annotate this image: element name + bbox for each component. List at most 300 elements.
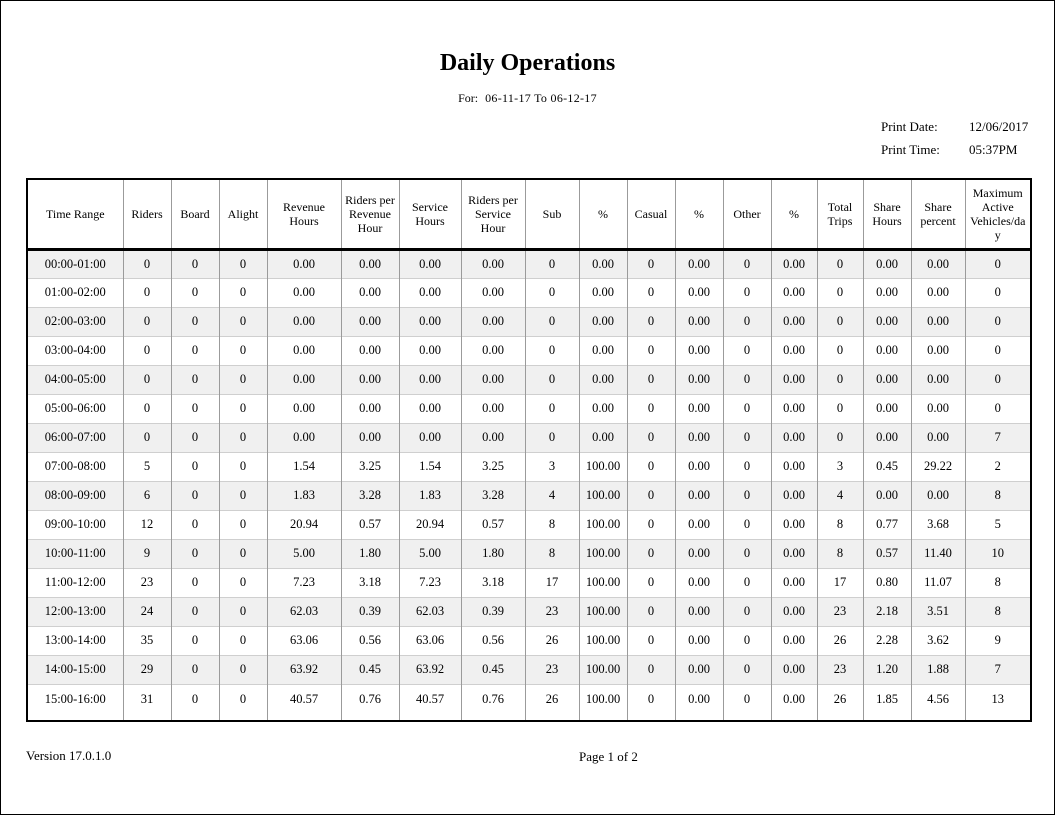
table-header-row	[27, 179, 1031, 249]
value-cell: 6	[123, 481, 171, 510]
value-cell: 10	[965, 539, 1031, 568]
value-cell: 8	[817, 510, 863, 539]
value-cell: 0	[219, 510, 267, 539]
value-cell: 0.00	[771, 568, 817, 597]
value-cell: 0.00	[863, 365, 911, 394]
value-cell: 3.68	[911, 510, 965, 539]
table-row	[27, 365, 1031, 394]
value-cell: 0	[219, 423, 267, 452]
table-row	[27, 626, 1031, 655]
value-cell: 3.25	[461, 452, 525, 481]
column-header: %	[675, 179, 723, 249]
value-cell: 0.00	[675, 336, 723, 365]
value-cell: 12	[123, 510, 171, 539]
value-cell: 0.45	[341, 655, 399, 684]
table-row	[27, 307, 1031, 336]
value-cell: 0.00	[675, 568, 723, 597]
value-cell: 0.00	[461, 365, 525, 394]
time-range-cell: 15:00-16:00	[27, 684, 123, 721]
time-range-cell: 04:00-05:00	[27, 365, 123, 394]
print-info	[881, 119, 1028, 165]
value-cell: 0.00	[675, 394, 723, 423]
value-cell: 17	[525, 568, 579, 597]
value-cell: 0.00	[267, 278, 341, 307]
value-cell: 0.00	[341, 423, 399, 452]
value-cell: 0.00	[399, 423, 461, 452]
time-range-cell: 06:00-07:00	[27, 423, 123, 452]
value-cell: 0	[123, 423, 171, 452]
value-cell: 5	[965, 510, 1031, 539]
value-cell: 0.00	[911, 278, 965, 307]
value-cell: 0.00	[771, 597, 817, 626]
value-cell: 0	[627, 684, 675, 721]
value-cell: 0.00	[771, 452, 817, 481]
value-cell: 0.00	[911, 336, 965, 365]
value-cell: 26	[817, 626, 863, 655]
table-row	[27, 249, 1031, 278]
value-cell: 5	[123, 452, 171, 481]
value-cell: 100.00	[579, 452, 627, 481]
time-range-cell: 00:00-01:00	[27, 249, 123, 278]
value-cell: 0.57	[863, 539, 911, 568]
value-cell: 4	[817, 481, 863, 510]
value-cell: 0.00	[267, 423, 341, 452]
time-range-cell: 14:00-15:00	[27, 655, 123, 684]
value-cell: 0	[171, 655, 219, 684]
value-cell: 0.00	[863, 307, 911, 336]
value-cell: 0	[723, 249, 771, 278]
value-cell: 0	[123, 365, 171, 394]
value-cell: 0.57	[341, 510, 399, 539]
value-cell: 0	[219, 597, 267, 626]
value-cell: 0.80	[863, 568, 911, 597]
value-cell: 0	[817, 394, 863, 423]
print-date-value: 12/06/2017	[969, 119, 1029, 134]
time-range-cell: 08:00-09:00	[27, 481, 123, 510]
value-cell: 26	[525, 684, 579, 721]
time-range-cell: 10:00-11:00	[27, 539, 123, 568]
value-cell: 100.00	[579, 684, 627, 721]
value-cell: 0.00	[579, 423, 627, 452]
value-cell: 3.28	[341, 481, 399, 510]
value-cell: 0.00	[863, 423, 911, 452]
column-header: Time Range	[27, 179, 123, 249]
column-header: Share percent	[911, 179, 965, 249]
report-title: Daily Operations	[439, 50, 616, 76]
time-range-cell: 03:00-04:00	[27, 336, 123, 365]
value-cell: 2.28	[863, 626, 911, 655]
time-range-cell: 02:00-03:00	[27, 307, 123, 336]
value-cell: 0.00	[771, 510, 817, 539]
value-cell: 0	[965, 394, 1031, 423]
value-cell: 8	[965, 597, 1031, 626]
value-cell: 100.00	[579, 510, 627, 539]
value-cell: 0	[171, 394, 219, 423]
column-header: Other	[723, 179, 771, 249]
value-cell: 1.88	[911, 655, 965, 684]
value-cell: 0	[171, 684, 219, 721]
column-header: Total Trips	[817, 179, 863, 249]
value-cell: 7.23	[399, 568, 461, 597]
value-cell: 0.00	[579, 336, 627, 365]
value-cell: 8	[525, 539, 579, 568]
time-range-cell: 11:00-12:00	[27, 568, 123, 597]
value-cell: 0.00	[579, 394, 627, 423]
table-row	[27, 684, 1031, 721]
time-range-cell: 09:00-10:00	[27, 510, 123, 539]
value-cell: 100.00	[579, 481, 627, 510]
value-cell: 0	[627, 278, 675, 307]
column-header: Maximum Active Vehicles/day	[965, 179, 1031, 249]
value-cell: 0	[525, 336, 579, 365]
value-cell: 0	[627, 307, 675, 336]
value-cell: 100.00	[579, 597, 627, 626]
value-cell: 0	[171, 510, 219, 539]
column-header: Share Hours	[863, 179, 911, 249]
value-cell: 0.00	[771, 539, 817, 568]
value-cell: 0	[723, 278, 771, 307]
value-cell: 0.00	[341, 278, 399, 307]
column-header: Board	[171, 179, 219, 249]
value-cell: 0	[123, 307, 171, 336]
value-cell: 0.00	[911, 249, 965, 278]
value-cell: 4	[525, 481, 579, 510]
value-cell: 0.00	[911, 307, 965, 336]
table-row	[27, 481, 1031, 510]
table-row	[27, 597, 1031, 626]
value-cell: 0	[171, 336, 219, 365]
value-cell: 23	[123, 568, 171, 597]
value-cell: 0	[965, 365, 1031, 394]
value-cell: 0	[627, 423, 675, 452]
time-range-cell: 12:00-13:00	[27, 597, 123, 626]
value-cell: 0	[525, 307, 579, 336]
value-cell: 0.00	[771, 307, 817, 336]
value-cell: 63.92	[399, 655, 461, 684]
value-cell: 0	[723, 481, 771, 510]
column-header: Sub	[525, 179, 579, 249]
value-cell: 0	[171, 539, 219, 568]
date-range-value: 06-11-17 To 06-12-17	[485, 91, 597, 105]
column-header: Casual	[627, 179, 675, 249]
value-cell: 0	[965, 278, 1031, 307]
value-cell: 63.06	[267, 626, 341, 655]
column-header: Riders per Revenue Hour	[341, 179, 399, 249]
value-cell: 0	[525, 394, 579, 423]
column-header: Alight	[219, 179, 267, 249]
value-cell: 0	[723, 365, 771, 394]
value-cell: 0	[627, 510, 675, 539]
value-cell: 0.00	[863, 481, 911, 510]
value-cell: 1.85	[863, 684, 911, 721]
value-cell: 7	[965, 423, 1031, 452]
value-cell: 0.00	[911, 365, 965, 394]
value-cell: 1.83	[399, 481, 461, 510]
value-cell: 0.00	[675, 423, 723, 452]
value-cell: 3	[817, 452, 863, 481]
value-cell: 0.00	[771, 249, 817, 278]
value-cell: 0	[723, 394, 771, 423]
value-cell: 0	[723, 307, 771, 336]
value-cell: 0	[723, 510, 771, 539]
daily-operations-table	[26, 178, 1032, 722]
value-cell: 24	[123, 597, 171, 626]
value-cell: 0.00	[675, 481, 723, 510]
value-cell: 0.00	[461, 307, 525, 336]
value-cell: 100.00	[579, 568, 627, 597]
time-range-cell: 05:00-06:00	[27, 394, 123, 423]
value-cell: 0	[171, 481, 219, 510]
value-cell: 0.56	[461, 626, 525, 655]
value-cell: 0.00	[579, 365, 627, 394]
value-cell: 0.00	[461, 336, 525, 365]
value-cell: 0	[171, 568, 219, 597]
table-row	[27, 423, 1031, 452]
value-cell: 0	[171, 307, 219, 336]
value-cell: 8	[817, 539, 863, 568]
value-cell: 0.00	[675, 452, 723, 481]
value-cell: 0.00	[341, 336, 399, 365]
value-cell: 0	[817, 307, 863, 336]
value-cell: 3.25	[341, 452, 399, 481]
column-header: Service Hours	[399, 179, 461, 249]
value-cell: 0.00	[675, 249, 723, 278]
value-cell: 0.00	[675, 510, 723, 539]
value-cell: 0.00	[771, 626, 817, 655]
value-cell: 4.56	[911, 684, 965, 721]
value-cell: 1.83	[267, 481, 341, 510]
value-cell: 0	[219, 481, 267, 510]
value-cell: 0	[817, 365, 863, 394]
value-cell: 0.00	[267, 249, 341, 278]
value-cell: 0.45	[461, 655, 525, 684]
value-cell: 0.00	[771, 423, 817, 452]
time-range-cell: 13:00-14:00	[27, 626, 123, 655]
value-cell: 0	[525, 365, 579, 394]
value-cell: 0	[723, 655, 771, 684]
value-cell: 29.22	[911, 452, 965, 481]
value-cell: 0.00	[341, 394, 399, 423]
value-cell: 0	[171, 365, 219, 394]
value-cell: 3.62	[911, 626, 965, 655]
value-cell: 0.00	[399, 365, 461, 394]
value-cell: 0	[723, 452, 771, 481]
value-cell: 0.39	[341, 597, 399, 626]
value-cell: 3.18	[461, 568, 525, 597]
table-row	[27, 510, 1031, 539]
value-cell: 11.40	[911, 539, 965, 568]
value-cell: 0.00	[863, 394, 911, 423]
value-cell: 0.76	[341, 684, 399, 721]
value-cell: 0	[219, 365, 267, 394]
value-cell: 0	[123, 336, 171, 365]
value-cell: 40.57	[399, 684, 461, 721]
value-cell: 0.00	[461, 394, 525, 423]
value-cell: 0	[817, 336, 863, 365]
table-row	[27, 539, 1031, 568]
value-cell: 0.00	[863, 249, 911, 278]
time-range-cell: 07:00-08:00	[27, 452, 123, 481]
value-cell: 29	[123, 655, 171, 684]
value-cell: 8	[965, 481, 1031, 510]
value-cell: 0	[171, 278, 219, 307]
value-cell: 100.00	[579, 626, 627, 655]
value-cell: 0.00	[675, 278, 723, 307]
time-range-cell: 01:00-02:00	[27, 278, 123, 307]
value-cell: 0.00	[771, 394, 817, 423]
value-cell: 7.23	[267, 568, 341, 597]
value-cell: 0	[123, 249, 171, 278]
value-cell: 3	[525, 452, 579, 481]
value-cell: 35	[123, 626, 171, 655]
column-header: Riders per Service Hour	[461, 179, 525, 249]
value-cell: 11.07	[911, 568, 965, 597]
value-cell: 0	[723, 568, 771, 597]
value-cell: 0.39	[461, 597, 525, 626]
value-cell: 0	[817, 423, 863, 452]
column-header: %	[579, 179, 627, 249]
value-cell: 0.00	[399, 278, 461, 307]
table-row	[27, 452, 1031, 481]
value-cell: 0	[123, 278, 171, 307]
value-cell: 0.00	[675, 684, 723, 721]
value-cell: 0	[525, 249, 579, 278]
value-cell: 0	[171, 452, 219, 481]
value-cell: 0	[723, 597, 771, 626]
value-cell: 0	[723, 423, 771, 452]
footer-page-number: Page 1 of 2	[579, 749, 638, 764]
value-cell: 0	[123, 394, 171, 423]
value-cell: 1.20	[863, 655, 911, 684]
value-cell: 0.00	[771, 655, 817, 684]
table-row	[27, 394, 1031, 423]
value-cell: 0	[627, 336, 675, 365]
value-cell: 0.00	[579, 278, 627, 307]
value-cell: 0.56	[341, 626, 399, 655]
value-cell: 31	[123, 684, 171, 721]
value-cell: 100.00	[579, 539, 627, 568]
value-cell: 9	[965, 626, 1031, 655]
value-cell: 0	[965, 307, 1031, 336]
value-cell: 40.57	[267, 684, 341, 721]
value-cell: 9	[123, 539, 171, 568]
value-cell: 17	[817, 568, 863, 597]
value-cell: 23	[525, 597, 579, 626]
value-cell: 0	[627, 452, 675, 481]
value-cell: 0.00	[911, 481, 965, 510]
value-cell: 0	[219, 307, 267, 336]
value-cell: 0.00	[267, 336, 341, 365]
value-cell: 0	[723, 336, 771, 365]
value-cell: 2.18	[863, 597, 911, 626]
value-cell: 0.00	[771, 278, 817, 307]
value-cell: 23	[817, 655, 863, 684]
column-header: Revenue Hours	[267, 179, 341, 249]
value-cell: 0.00	[399, 249, 461, 278]
value-cell: 0.00	[675, 655, 723, 684]
value-cell: 0.00	[911, 423, 965, 452]
value-cell: 0	[627, 626, 675, 655]
value-cell: 1.54	[399, 452, 461, 481]
value-cell: 0	[171, 626, 219, 655]
value-cell: 0	[723, 539, 771, 568]
value-cell: 0	[817, 278, 863, 307]
value-cell: 8	[965, 568, 1031, 597]
value-cell: 0.00	[341, 365, 399, 394]
print-time-value: 05:37PM	[969, 142, 1018, 157]
column-header: %	[771, 179, 817, 249]
value-cell: 5.00	[399, 539, 461, 568]
value-cell: 0.00	[771, 365, 817, 394]
value-cell: 0.00	[399, 394, 461, 423]
value-cell: 0.77	[863, 510, 911, 539]
value-cell: 1.80	[461, 539, 525, 568]
value-cell: 0.00	[461, 278, 525, 307]
value-cell: 2	[965, 452, 1031, 481]
value-cell: 0.00	[399, 336, 461, 365]
value-cell: 0	[219, 568, 267, 597]
report-date-range	[1, 91, 1054, 106]
value-cell: 63.92	[267, 655, 341, 684]
value-cell: 5.00	[267, 539, 341, 568]
value-cell: 0	[219, 655, 267, 684]
print-time-label: Print Time:	[881, 142, 940, 157]
value-cell: 100.00	[579, 655, 627, 684]
value-cell: 0.00	[399, 307, 461, 336]
value-cell: 0	[627, 394, 675, 423]
value-cell: 0.00	[267, 365, 341, 394]
value-cell: 7	[965, 655, 1031, 684]
print-date-label: Print Date:	[881, 119, 938, 134]
value-cell: 0.00	[771, 481, 817, 510]
value-cell: 0.00	[911, 394, 965, 423]
value-cell: 23	[525, 655, 579, 684]
value-cell: 13	[965, 684, 1031, 721]
value-cell: 8	[525, 510, 579, 539]
value-cell: 3.18	[341, 568, 399, 597]
value-cell: 0	[219, 278, 267, 307]
value-cell: 0.00	[341, 249, 399, 278]
value-cell: 0	[219, 626, 267, 655]
table-row	[27, 336, 1031, 365]
value-cell: 0	[627, 365, 675, 394]
value-cell: 3.28	[461, 481, 525, 510]
footer-version: Version 17.0.1.0	[26, 748, 112, 763]
value-cell: 26	[817, 684, 863, 721]
value-cell: 63.06	[399, 626, 461, 655]
value-cell: 0	[627, 597, 675, 626]
value-cell: 0	[627, 481, 675, 510]
value-cell: 0	[627, 568, 675, 597]
value-cell: 0.00	[675, 597, 723, 626]
value-cell: 0	[171, 423, 219, 452]
value-cell: 0	[525, 278, 579, 307]
value-cell: 23	[817, 597, 863, 626]
value-cell: 0.00	[267, 307, 341, 336]
value-cell: 0	[219, 539, 267, 568]
table-row	[27, 655, 1031, 684]
value-cell: 0	[171, 597, 219, 626]
value-cell: 0.00	[675, 307, 723, 336]
value-cell: 20.94	[399, 510, 461, 539]
value-cell: 0.00	[675, 365, 723, 394]
value-cell: 0	[171, 249, 219, 278]
value-cell: 0	[627, 539, 675, 568]
table-row	[27, 568, 1031, 597]
value-cell: 0	[723, 684, 771, 721]
value-cell: 0.00	[863, 278, 911, 307]
value-cell: 0.00	[579, 307, 627, 336]
